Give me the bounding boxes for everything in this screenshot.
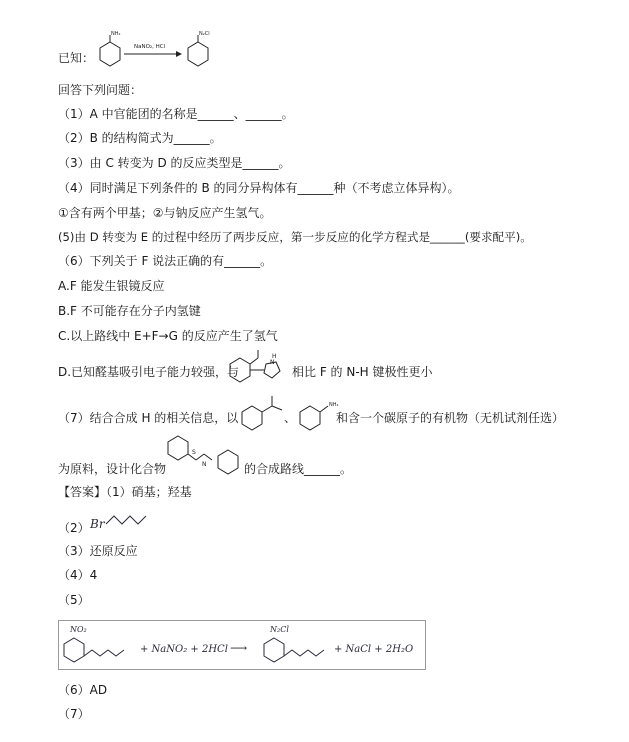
known-label: 已知：	[58, 51, 95, 65]
option-d-prefix: D.已知醛基吸引电子能力较强，与	[58, 365, 240, 379]
question-1: （1）A 中官能团的名称是______、______。	[58, 107, 294, 121]
answer-2-br: Br	[90, 517, 105, 531]
eq-reactant-group: NO₂	[70, 625, 87, 634]
eq-product-group: N₂Cl	[270, 625, 289, 634]
question-7-suffix: 和含一个碳原子的有机物（无机试剂任选）	[336, 411, 565, 425]
answer-7: （7）	[58, 707, 90, 721]
question-7-line2-prefix: 为原料，设计化合物	[58, 462, 167, 476]
eq-reagents: + NaNO₂ + 2HCl	[140, 644, 228, 655]
aniline-structure	[100, 35, 120, 66]
diazonium-structure	[188, 35, 208, 66]
option-b: B.F 不可能存在分子内氢键	[58, 304, 201, 318]
intro-text: 回答下列问题：	[58, 83, 143, 97]
eq-arrow: ⟶	[230, 641, 248, 655]
answer-5-label: （5）	[58, 593, 90, 607]
question-7-prefix: （7）结合合成 H 的相关信息，以	[58, 411, 239, 425]
question-7-line2-suffix: 的合成路线______。	[244, 462, 353, 476]
indole-aldehyde-structure	[228, 344, 288, 384]
answer-4: （4）4	[58, 568, 98, 582]
target-compound-structure	[166, 432, 246, 478]
question-4-conditions: ①含有两个甲基；②与钠反应产生氢气。	[58, 206, 272, 220]
eq-products: + NaCl + 2H₂O	[334, 644, 414, 655]
product-group-label: N₂Cl	[199, 31, 210, 37]
svg-text:N: N	[202, 461, 207, 468]
answer-5-equation	[58, 620, 426, 670]
reagent-label: NaNO₂, HCl	[134, 44, 166, 50]
svg-text:N: N	[270, 359, 275, 366]
question-3: （3）由 C 转变为 D 的反应类型是______。	[58, 156, 291, 170]
question-4: （4）同时满足下列条件的 B 的同分异构体有______种（不考虑立体异构）。	[58, 181, 460, 195]
svg-text:H: H	[272, 353, 277, 360]
question-5: (5)由 D 转变为 E 的过程中经历了两步反应，第一步反应的化学方程式是______(要求配平)。	[58, 230, 532, 244]
answer-header: 【答案】（1）硝基；羟基	[58, 485, 192, 499]
reactant-group-label: NH₂	[111, 31, 121, 37]
svg-text:S: S	[192, 449, 196, 456]
answer-2-structure	[90, 506, 160, 536]
known-reaction-scheme	[96, 30, 236, 70]
answer-3: （3）还原反应	[58, 544, 138, 558]
question-2: （2）B 的结构简式为______。	[58, 131, 222, 145]
option-d-suffix: 相比 F 的 N-H 键极性更小	[292, 365, 433, 379]
answer-2-label: （2）	[58, 521, 90, 535]
svg-text:NH₂: NH₂	[329, 402, 339, 408]
option-c: C.以上路线中 E+F→G 的反应产生了氢气	[58, 329, 278, 343]
answer-6: （6）AD	[58, 683, 108, 697]
question-6: （6）下列关于 F 说法正确的有______。	[58, 254, 273, 268]
question-7-comma: 、	[284, 411, 297, 425]
option-a: A.F 能发生银镜反应	[58, 279, 165, 293]
